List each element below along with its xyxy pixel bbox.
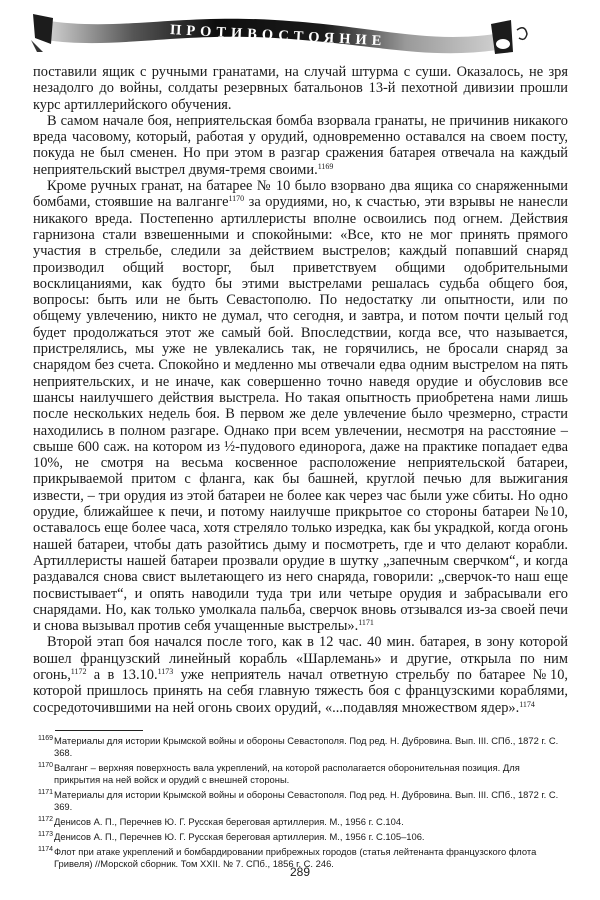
footnote-ref[interactable]: 1171 <box>358 618 374 628</box>
footnote-ref[interactable]: 1170 <box>228 194 245 204</box>
footnotes <box>38 735 568 873</box>
footnote: 1173 Денисов А. П., Перечнев Ю. Г. Русская береговая артиллерия. М., 1956 г. С.105–106. <box>38 831 425 843</box>
chapter-banner <box>25 4 550 54</box>
page-number: 289 <box>289 865 311 879</box>
paragraph: Кроме ручных гранат, на батарее № 10 было взорвано два ящика со снаряженными бомбами, стоявшие на валганге$^{1170}$ за орудиями, но, к счастью, эти взрывы не нанесли никакого вреда. Постепенно артиллеристы вполне освоились под огнем. Действия гарнизона стали взвешенными и спокойными: «Все, кто не мог принять прямого участия в стрельбе, следили за действием выстрелов; каждый попавший снаряд производил общий восторг, был приветствуем общими одобрительными восклицаниями, как будто бы этими выстрелами решалась судьба общего боя, вопросы: быть или не быть Севастополю. По недостатку ли опытности, или по общему увлечению, никто не думал, что сегодня, и завтра, и потом почти целый год будет продолжаться этот же самый бой. Впоследствии, когда все, что называется, пристрелялись, мы уже не увлекались так, не горячились, не бросали снаряд за снарядом без счета. Спокойно и медленно мы отвечали едва одним выстрелом на пять неприятельских, и не иначе, как совершенно точно наведя орудие и обусловив все шансы наилучшего действия выстрела. Но такая опытность приобретена нами лишь после нескольких недель боя. В первом же деле увлечение было чрезмерно, страсти находились в полном разгаре. Однако при всем увлечении, несмотря на расстояние – свыше 600 саж. на котором из ½-пудового единорога, даже на практике попадает едва 10%, не смотря на весьма косвенное расположение неприятельской батареи, прикрываемой притом с фланга, как бы башней, круглой печью для выжигания извести, – три орудия из этой батареи не более как через час были уже сбиты. Но одно орудие, ближайшее к печи, и потому наилучше прикрытое со стороны батареи №10, оставалось еще более часа, хотя стреляло только изредка, как бы украдкой, когда огонь нашей батареи, чтобы дать разойтись дыму и посмотреть, где и что делают корабли. Артиллеристы нашей батареи прозвали орудие в шутку „запечным сверчком“, и когда раздавался снова свист вылетающего из него снаряда, говорили: „сверчок-то наш еще посвистывает“, и опять наводили туда три или четыре орудия и забрасывали его снарядами. Но, как только умолкала пальба, сверчок вновь отзывался из-за своей печи и снова вызывал против себя учащенные выстрелы».$^{1171}$ <box>33 178 569 635</box>
footnote-ref[interactable]: 1174 <box>519 699 535 709</box>
paragraph: поставили ящик с ручными гранатами, на случай штурма с суши. Оказалось, не зря незадолго до войны, солдаты резервных батальонов 13-й пехотной дивизии прошли курс артиллерийского обучения. <box>33 64 568 113</box>
footnote: 1169 Материалы для истории Крымской войны и обороны Севастополя. Под ред. Н. Дубровина. Вып. III. СПб., 1872 г. С. 368. <box>38 735 559 759</box>
paragraph: Второй этап боя начался после того, как в 12 час. 40 мин. батарея, в зону которой вошел французский линейный корабль «Шарлемань» и другие, открыла по ним огонь,$^{1172}$ а в 13.10.$^{1173}$ уже неприятель начал ответную стрельбу по батарее №10, которой пришлось принять на себя главную тяжесть боя с французскими кораблями, сосредоточившими на ней огонь своих орудий, «...подавляя множеством ядер».$^{1174}$ <box>33 634 568 716</box>
footnote: 1172 Денисов А. П., Перечнев Ю. Г. Русская береговая артиллерия. М., 1956 г. С.104. <box>38 816 404 828</box>
footnote: 1170 Валганг – верхняя поверхность вала укреплений, на которой располагается оборонительная позиция. Для прикрытия на ней войск и орудий с внешней стороны. <box>38 762 520 786</box>
paragraph: В самом начале боя, неприятельская бомба взорвала гранаты, не причинив никакого вреда часовому, который, работая у орудий, одновременно оставался на своем посту, покуда не был сменен. Но при этом в разгар сражения батарея отвечала на каждый неприятельский выстрел двумя-тремя своими.$^{1169}$ <box>33 112 568 178</box>
footnote-ref[interactable]: 1169 <box>317 161 334 171</box>
footnote-divider <box>55 730 143 731</box>
footnote-ref[interactable]: 1173 <box>157 666 174 676</box>
main-text <box>33 64 568 716</box>
footnote: 1171 Материалы для истории Крымской войны и обороны Севастополя. Под ред. Н. Дубровина. Вып. III. СПб., 1872 г. С. 369. <box>38 789 559 813</box>
footnote: 1174 Флот при атаке укреплений и бомбардировании прибрежных городов (статья лейтенанта французского флота Гривеля) //Морской сборник. Том XXII. № 7. СПб., 1856 г. С. 246. <box>38 845 537 870</box>
footnote-ref[interactable]: 1172 <box>70 666 87 676</box>
chapter-title: ПРОТИВОСТОЯНИЕ <box>169 22 387 50</box>
